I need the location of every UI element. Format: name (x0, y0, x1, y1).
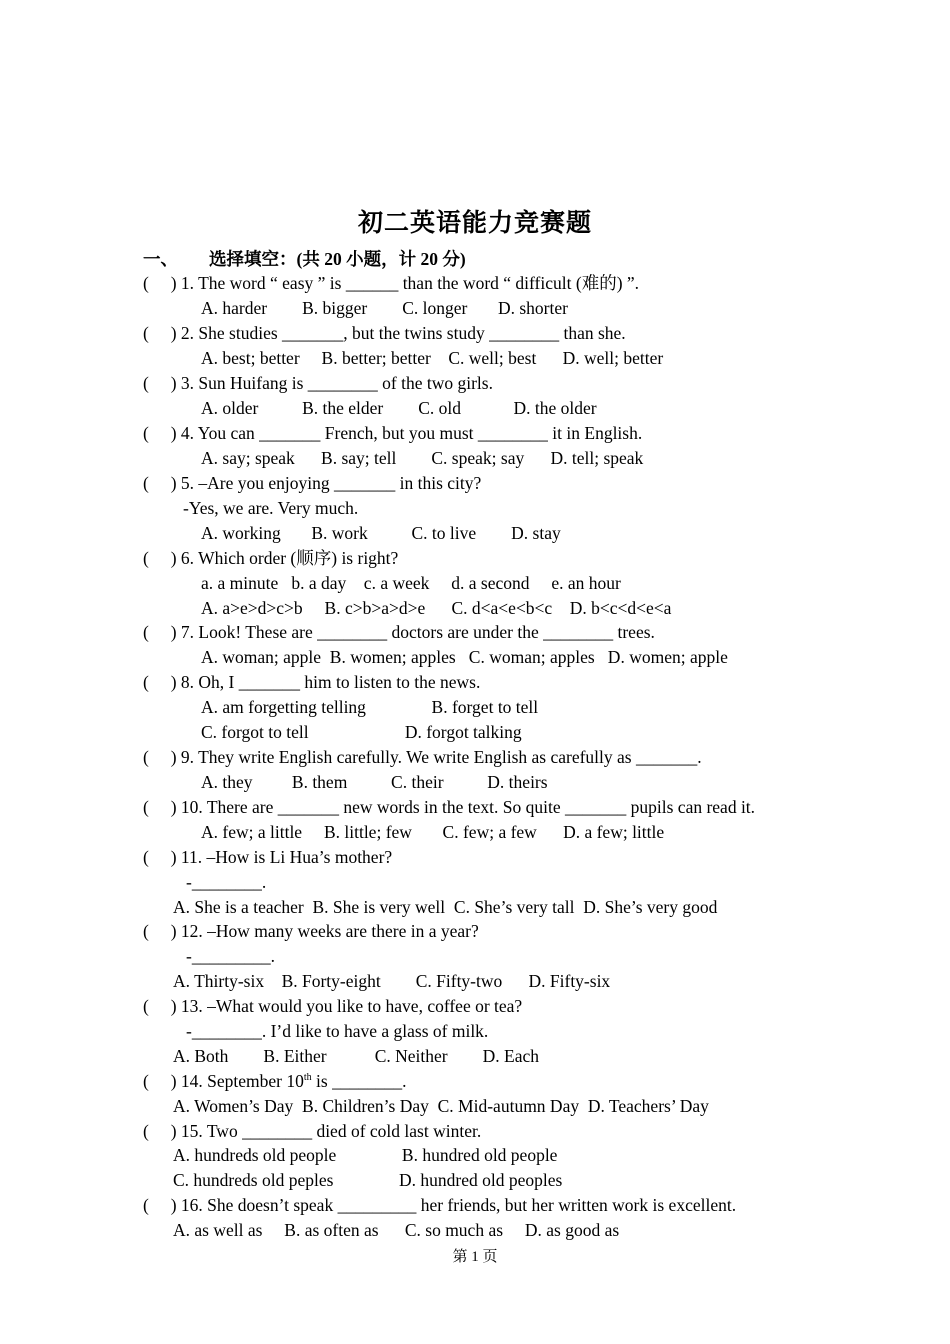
question-4: ( ) 4. You can _______ French, but you must ________ it in English. (143, 423, 643, 443)
question-9: ( ) 9. They write English carefully. We write English as carefully as _______. (143, 747, 702, 767)
options-10: A. few; a little B. little; few C. few; a few D. a few; little (201, 822, 665, 842)
question-15: ( ) 15. Two ________ died of cold last winter. (143, 1121, 482, 1141)
options-11: A. She is a teacher B. She is very well C. She’s very tall D. She’s very good (173, 897, 718, 917)
options-3: A. older B. the elder C. old D. the older (201, 398, 597, 418)
question-6: ( ) 6. Which order (顺序) is right? (143, 548, 399, 568)
section-label: 选择填空：(共 20 小题，计 20 分) (209, 249, 466, 269)
items-6: a. a minute b. a day c. a week d. a second e. an hour (201, 573, 621, 593)
options-7: A. woman; apple B. women; apples C. woman; apples D. women; apple (201, 647, 728, 667)
answer-line-11: -________. (186, 872, 267, 892)
question-13: ( ) 13. –What would you like to have, coffee or tea? (143, 996, 523, 1016)
options-8-row-2: C. forgot to tell D. forgot talking (201, 722, 522, 742)
question-1: ( ) 1. The word “ easy ” is ______ than the word “ difficult (难的) ”. (143, 273, 640, 293)
question-3: ( ) 3. Sun Huifang is ________ of the two girls. (143, 373, 493, 393)
section-heading (143, 246, 466, 271)
options-9: A. they B. them C. their D. theirs (201, 772, 548, 792)
question-14-text: ( ) 14. September 10 (143, 1071, 304, 1091)
ordinal-suffix: th (303, 1072, 312, 1083)
options-8-row-1: A. am forgetting telling B. forget to tell (201, 697, 539, 717)
question-16: ( ) 16. She doesn’t speak _________ her friends, but her written work is excellent. (143, 1195, 737, 1215)
question-5: ( ) 5. –Are you enjoying _______ in this city? (143, 473, 482, 493)
question-2: ( ) 2. She studies _______, but the twins study ________ than she. (143, 323, 626, 343)
options-12: A. Thirty-six B. Forty-eight C. Fifty-two D. Fifty-six (173, 971, 611, 991)
page-number: 第 1 页 (452, 1249, 498, 1265)
question-12: ( ) 12. –How many weeks are there in a year? (143, 921, 479, 941)
options-16: A. as well as B. as often as C. so much as D. as good as (173, 1220, 620, 1240)
options-5: A. working B. work C. to live D. stay (201, 523, 561, 543)
options-13: A. Both B. Either C. Neither D. Each (173, 1046, 539, 1066)
options-2: A. best; better B. better; better C. well; best D. well; better (201, 348, 664, 368)
options-1: A. harder B. bigger C. longer D. shorter (201, 298, 568, 318)
answer-line-12: -_________. (186, 946, 275, 966)
options-14: A. Women’s Day B. Children’s Day C. Mid-autumn Day D. Teachers’ Day (173, 1096, 709, 1116)
question-11: ( ) 11. –How is Li Hua’s mother? (143, 847, 393, 867)
question-14-rest: is ________. (311, 1071, 407, 1091)
question-8: ( ) 8. Oh, I _______ him to listen to the news. (143, 672, 481, 692)
options-15-row-1: A. hundreds old people B. hundred old people (173, 1145, 558, 1165)
answer-line-13: -________. I’d like to have a glass of milk. (186, 1021, 489, 1041)
section-number: 一、 (143, 249, 178, 269)
question-7: ( ) 7. Look! These are ________ doctors are under the ________ trees. (143, 622, 655, 642)
document-title: 初二英语能力竞赛题 (357, 208, 592, 237)
question-14 (143, 1070, 406, 1092)
options-15-row-2: C. hundreds old peples D. hundred old peoples (173, 1170, 563, 1190)
question-10: ( ) 10. There are _______ new words in the text. So quite _______ pupils can read it. (143, 797, 756, 817)
options-4: A. say; speak B. say; tell C. speak; say D. tell; speak (201, 448, 644, 468)
answer-line-5: -Yes, we are. Very much. (183, 498, 359, 518)
options-6: A. a>e>d>c>b B. c>b>a>d>e C. d<a<e<b<c D. b<c<d<e<a (201, 598, 672, 618)
